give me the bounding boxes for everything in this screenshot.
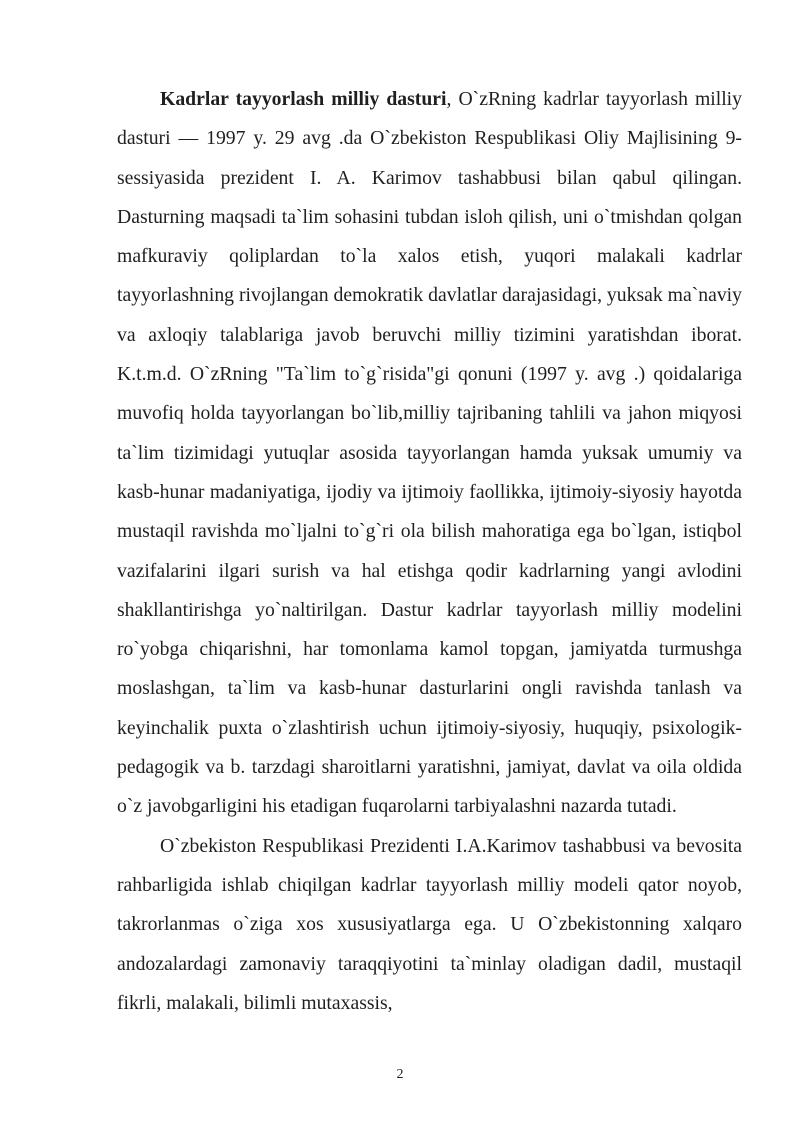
paragraph-1 <box>117 80 742 827</box>
paragraph-2-text: O`zbekiston Respublikasi Prezidenti I.A.Karimov tashabbusi va bevosita rahbarligida ishlab chiqilgan kadrlar tayyorlash milliy modeli qator noyob, takrorlanmas o`ziga xos xususiyatlarga ega. U O`zbekistonning xalqaro andozalardagi zamonaviy taraqqiyotini ta`minlay oladigan dadil, mustaqil fikrli, malakali, bilimli mutaxassis, <box>117 834 742 1014</box>
paragraph-2 <box>117 827 742 1023</box>
paragraph-1-text: , O`zRning kadrlar tayyorlash milliy dasturi — 1997 y. 29 avg .da O`zbekiston Respublikasi Oliy Majlisining 9-sessiyasida prezident I. A. Karimov tashabbusi bilan qabul qilingan. Dasturning maqsadi ta`lim sohasini tubdan isloh qilish, uni o`tmishdan qolgan mafkuraviy qoliplardan to`la xalos etish, yuqori malakali kadrlar tayyorlashning rivojlangan demokratik davlatlar darajasidagi, yuksak ma`naviy va axloqiy talablariga javob beruvchi milliy tizimini yaratishdan iborat. K.t.m.d. O`zRning "Ta`lim to`g`risida"gi qonuni (1997 y. avg .) qoidalariga muvofiq holda tayyorlangan bo`lib,milliy tajribaning tahlili va jahon miqyosi ta`lim tizimidagi yutuqlar asosida tayyorlangan hamda yuksak umumiy va kasb-hunar madaniyatiga, ijodiy va ijtimoiy faollikka, ijtimoiy-siyosiy hayotda mustaqil ravishda mo`ljalni to`g`ri ola bilish mahoratiga ega bo`lgan, istiqbol vazifalarini ilgari surish va hal etishga qodir kadrlarning yangi avlodini shakllantirishga yo`naltirilgan. Dastur kadrlar tayyorlash milliy modelini ro`yobga chiqarishni, har tomonlama kamol topgan, jamiyatda turmushga moslashgan, ta`lim va kasb-hunar dasturlarini ongli ravishda tanlash va keyinchalik puxta o`zlashtirish uchun ijtimoiy-siyosiy, huquqiy, psixologik-pedagogik va b. tarzdagi sharoitlarni yaratishni, jamiyat, davlat va oila oldida o`z javobgarligini his etadigan fuqarolarni tarbiyalashni nazarda tutadi. <box>117 88 742 818</box>
term-heading: Kadrlar tayyorlash milliy dasturi <box>160 88 447 110</box>
page-number: 2 <box>396 1067 404 1082</box>
body-text <box>117 80 742 1023</box>
